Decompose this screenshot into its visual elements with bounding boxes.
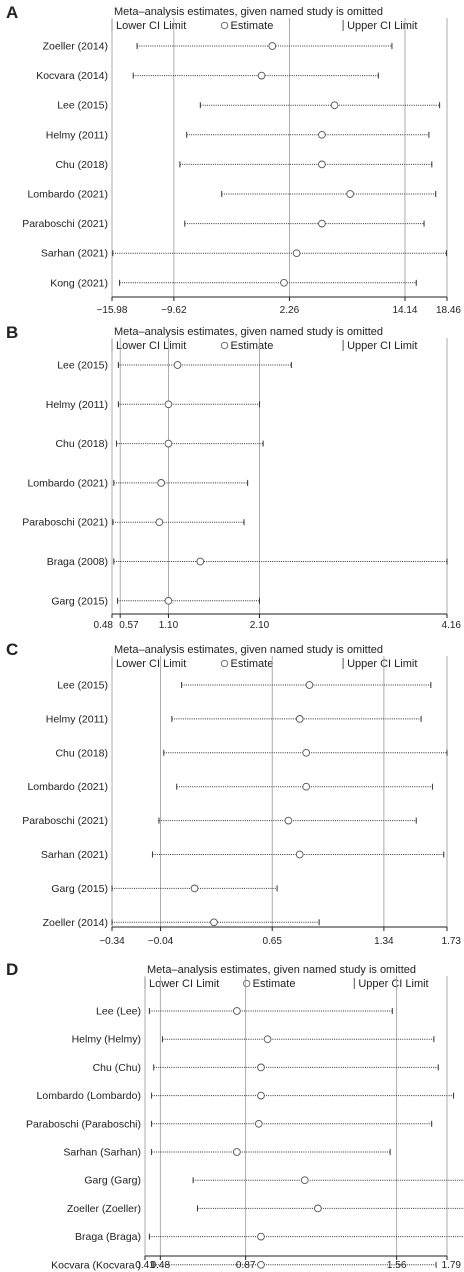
x-tick-label: 2.26 xyxy=(279,305,300,316)
study-row xyxy=(84,1175,464,1187)
study-label: Garg (2015) xyxy=(51,882,108,895)
panel-title: Meta–analysis estimates, given named study is omitted xyxy=(114,644,384,656)
estimate-point xyxy=(293,250,300,257)
forest-panel-d xyxy=(6,960,464,1272)
study-label: Sarhan (2021) xyxy=(40,849,108,861)
forest-panel-c xyxy=(6,640,461,947)
estimate-point xyxy=(303,783,310,790)
study-label: Lee (2015) xyxy=(57,99,108,112)
estimate-point xyxy=(158,480,165,487)
study-label: Paraboschi (Paraboschi) xyxy=(26,1118,141,1131)
x-tick-label: −9.62 xyxy=(161,305,187,316)
study-label: Helmy (2011) xyxy=(45,398,108,411)
estimate-point xyxy=(258,72,265,79)
x-tick-label: 4.16 xyxy=(441,620,461,631)
study-label: Lombardo (2021) xyxy=(27,781,108,794)
estimate-point xyxy=(303,749,310,756)
study-row xyxy=(57,360,291,372)
study-row xyxy=(47,556,447,568)
study-row xyxy=(51,595,259,607)
x-tick-label: 0.65 xyxy=(262,936,282,947)
study-row xyxy=(36,70,378,82)
study-row xyxy=(51,883,277,895)
estimate-point xyxy=(269,43,276,50)
x-tick-label: 1.73 xyxy=(441,936,461,947)
panel-title: Meta–analysis estimates, given named study is omitted xyxy=(114,326,384,338)
study-row xyxy=(55,438,263,450)
legend-estimate-label: Estimate xyxy=(252,978,296,990)
study-row xyxy=(22,517,244,529)
study-row xyxy=(27,781,432,793)
study-row xyxy=(57,680,431,692)
study-row xyxy=(22,815,416,827)
study-label: Helmy (2011) xyxy=(45,129,108,142)
study-label: Kocvara (Kocvara ) xyxy=(51,1259,141,1272)
legend xyxy=(112,20,417,32)
x-tick-label: 2.10 xyxy=(249,620,270,631)
x-tick-label: −15.98 xyxy=(96,305,128,316)
x-tick-label: 1.10 xyxy=(158,620,179,631)
estimate-point xyxy=(296,716,303,723)
study-row xyxy=(67,1203,464,1215)
study-label: Kocvara (2014) xyxy=(36,70,108,83)
study-row xyxy=(22,218,424,230)
study-row xyxy=(37,1090,454,1102)
x-tick-label: 0.41 xyxy=(135,1260,155,1271)
estimate-point xyxy=(255,1120,262,1127)
x-tick-label: 0.87 xyxy=(235,1260,256,1271)
study-label: Zoeller (2014) xyxy=(42,40,108,53)
study-row xyxy=(50,277,416,289)
panel-letter: A xyxy=(6,3,19,22)
study-label: Lombardo (2021) xyxy=(27,188,108,201)
estimate-point xyxy=(347,191,354,198)
study-label: Kong (2021) xyxy=(50,277,108,290)
study-label: Zoeller (2014) xyxy=(42,916,108,929)
legend xyxy=(145,978,429,990)
x-tick-label: 1.34 xyxy=(374,936,394,947)
study-label: Helmy (Helmy) xyxy=(71,1033,141,1046)
legend-estimate-marker xyxy=(221,342,227,348)
study-row xyxy=(46,129,429,141)
legend-lower-label: Lower CI Limit xyxy=(116,20,187,32)
estimate-point xyxy=(319,220,326,227)
estimate-point xyxy=(301,1177,308,1184)
estimate-point xyxy=(234,1149,241,1156)
study-label: Chu (2018) xyxy=(55,747,108,760)
x-tick-label: 0.48 xyxy=(93,620,113,631)
study-label: Paraboschi (2021) xyxy=(22,218,108,231)
study-label: Helmy (2011) xyxy=(45,713,108,726)
estimate-point xyxy=(296,851,303,858)
study-label: Garg (2015) xyxy=(51,595,108,608)
legend-upper-label: Upper CI Limit xyxy=(358,978,429,990)
study-label: Braga (2008) xyxy=(46,556,108,568)
study-row xyxy=(26,1118,432,1130)
legend-estimate-label: Estimate xyxy=(230,658,274,670)
study-row xyxy=(46,713,421,725)
legend-estimate-label: Estimate xyxy=(230,20,274,32)
estimate-point xyxy=(156,519,163,526)
estimate-point xyxy=(165,597,172,604)
study-row xyxy=(93,1062,439,1074)
legend-estimate-marker xyxy=(243,980,249,986)
x-tick-label: −0.04 xyxy=(147,936,174,947)
study-label: Chu (Chu) xyxy=(92,1061,141,1074)
x-tick-label: 14.14 xyxy=(392,305,418,316)
x-tick-label: 1.56 xyxy=(386,1260,407,1271)
legend-estimate-marker xyxy=(221,660,227,666)
estimate-point xyxy=(191,885,198,892)
estimate-point xyxy=(197,558,204,565)
legend-upper-label: Upper CI Limit xyxy=(347,340,418,352)
study-row xyxy=(27,477,247,489)
study-row xyxy=(63,1147,390,1159)
study-label: Lee (2015) xyxy=(57,359,108,372)
legend-lower-label: Lower CI Limit xyxy=(149,978,220,990)
study-row xyxy=(96,1006,392,1018)
forest-panel-a xyxy=(6,3,461,316)
study-row xyxy=(41,248,447,260)
x-tick-label: 0.57 xyxy=(119,620,139,631)
estimate-point xyxy=(211,919,218,926)
forest-panel-b xyxy=(6,323,461,631)
study-label: Chu (2018) xyxy=(55,158,108,171)
study-label: Lombardo (2021) xyxy=(27,477,108,490)
estimate-point xyxy=(165,440,172,447)
study-label: Lee (2015) xyxy=(57,679,108,692)
study-row xyxy=(43,41,392,53)
legend-upper-label: Upper CI Limit xyxy=(347,658,418,670)
study-row xyxy=(46,399,260,411)
estimate-point xyxy=(258,1233,265,1240)
estimate-point xyxy=(264,1036,271,1043)
estimate-point xyxy=(258,1092,265,1099)
study-label: Paraboschi (2021) xyxy=(22,815,108,828)
study-row xyxy=(41,849,444,861)
legend-estimate-label: Estimate xyxy=(230,340,274,352)
study-label: Sarhan (2021) xyxy=(40,247,108,260)
x-tick-label: −0.34 xyxy=(99,936,125,947)
estimate-point xyxy=(314,1205,321,1212)
panel-title: Meta–analysis estimates, given named study is omitted xyxy=(114,6,384,18)
legend-estimate-marker xyxy=(221,22,227,28)
estimate-point xyxy=(319,131,326,138)
study-label: Sarhan (Sarhan) xyxy=(63,1146,141,1159)
study-row xyxy=(55,747,447,759)
estimate-point xyxy=(331,102,338,109)
estimate-point xyxy=(174,362,181,369)
legend xyxy=(112,658,417,670)
estimate-point xyxy=(234,1008,241,1015)
study-label: Zoeller (Zoeller) xyxy=(66,1202,141,1215)
legend xyxy=(112,340,417,352)
study-row xyxy=(27,189,435,201)
estimate-point xyxy=(285,817,292,824)
x-tick-label: 1.79 xyxy=(441,1260,461,1271)
study-label: Garg (Garg) xyxy=(84,1174,141,1187)
panel-title: Meta–analysis estimates, given named study is omitted xyxy=(147,964,417,976)
legend-lower-label: Lower CI Limit xyxy=(116,340,187,352)
estimate-point xyxy=(165,401,172,408)
study-label: Braga (Braga) xyxy=(75,1231,141,1244)
study-row xyxy=(72,1034,434,1046)
study-row xyxy=(75,1231,464,1243)
study-label: Lee (Lee) xyxy=(96,1005,141,1018)
estimate-point xyxy=(258,1261,265,1268)
panel-letter: B xyxy=(6,323,19,342)
estimate-point xyxy=(306,682,313,689)
panel-letter: D xyxy=(6,960,19,979)
study-label: Paraboschi (2021) xyxy=(22,516,108,529)
study-row xyxy=(57,100,439,112)
estimate-point xyxy=(281,279,288,286)
x-tick-label: 18.46 xyxy=(435,305,461,316)
legend-lower-label: Lower CI Limit xyxy=(116,658,187,670)
legend-upper-label: Upper CI Limit xyxy=(347,20,418,32)
panel-letter: C xyxy=(6,640,19,659)
x-tick-label: 0.48 xyxy=(150,1260,171,1271)
estimate-point xyxy=(319,161,326,168)
estimate-point xyxy=(258,1064,265,1071)
study-label: Lombardo (Lombardo) xyxy=(36,1090,141,1103)
study-label: Chu (2018) xyxy=(55,438,108,451)
